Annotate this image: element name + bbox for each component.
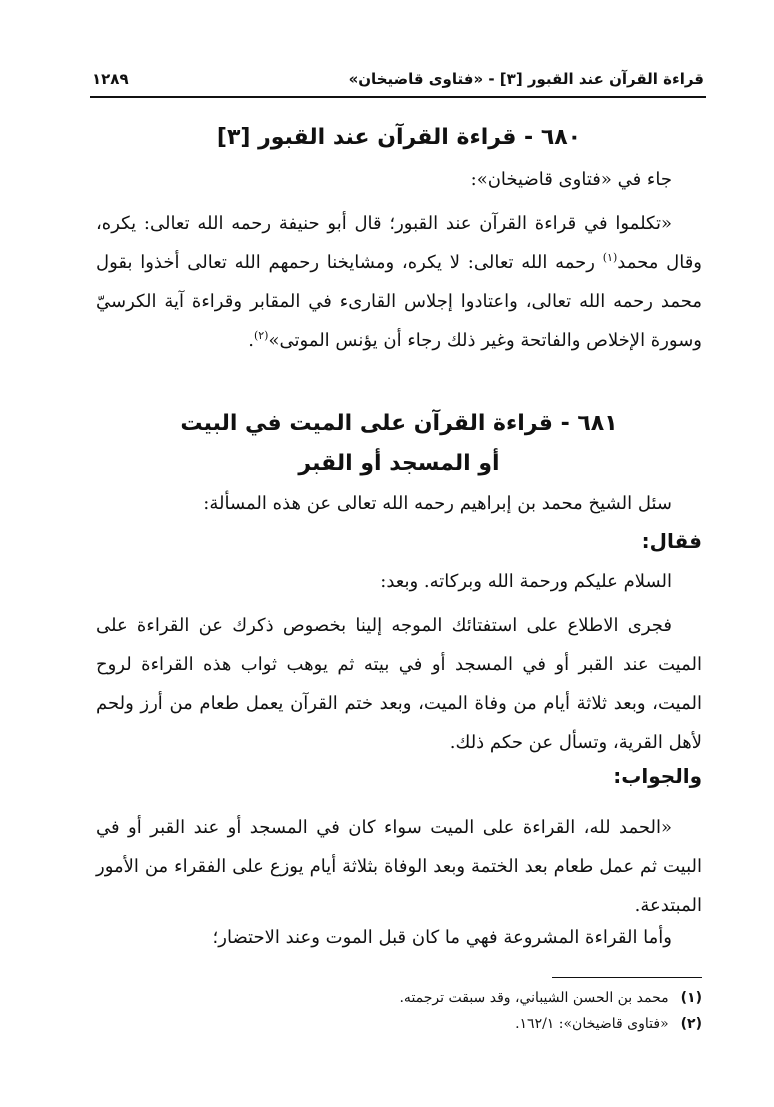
answer-paragraph: «الحمد لله، القراءة على الميت سواء كان في المسجد أو عند القبر أو في البيت ثم عمل طعام بعد الختمة وبعد الوفاة بثلاثة أيام يوزع على الفقراء من الأمور المبتدعة.	[96, 817, 702, 916]
section-680	[96, 118, 702, 158]
greeting-block	[96, 562, 702, 601]
quote-text-continued: رحمه الله تعالى: لا يكره، ومشايخنا رحمهم الله تعالى أخذوا بقول محمد رحمه الله تعالى، واعتادوا إجلاس القارىء في المقابر وقراءة آية الكرسيّ وسورة الإخلاص والفاتحة وغير ذلك رجاء أن يؤنس الموتى»	[96, 252, 702, 351]
quote-end: .	[248, 330, 254, 351]
section-heading: ٦٨٠ - قراءة القرآن عند القبور [٣]	[216, 125, 582, 150]
footnote-rule	[552, 977, 702, 978]
answer-label-block	[96, 758, 702, 794]
section-681	[96, 404, 702, 484]
section-681-intro-block	[96, 484, 702, 559]
answer-block	[96, 808, 702, 925]
continuation-paragraph: وأما القراءة المشروعة فهي ما كان قبل الموت وعند الاحتضار؛	[212, 927, 672, 948]
question-paragraph: فجرى الاطلاع على استفتائك الموجه إلينا بخصوص ذكرك عن القراءة على الميت عند القبر أو في المسجد أو في بيته ثم يوهب ثواب هذه القراءة لروح الميت، وبعد ثلاثة أيام من وفاة الميت، وبعد ختم القرآن يعمل طعام من أرز ولحم لأهل القرية، وتسأل عن حكم ذلك.	[96, 615, 702, 753]
footnote-number: (١)	[680, 990, 702, 1006]
footnote-marker[interactable]: (١)	[602, 251, 618, 264]
footnote-text: «فتاوى قاضيخان»: ١٦٢/١.	[515, 1016, 669, 1032]
header-rule	[90, 96, 706, 98]
section-heading-line1: ٦٨١ - قراءة القرآن على الميت في البيت	[180, 411, 618, 436]
quote-text-start: «تكلموا في قراءة القرآن عند القبور؛ قال أبو حنيفة رحمه الله تعالى: يكره، وقال محمد	[96, 213, 702, 273]
greeting: السلام عليكم ورحمة الله وبركاته. وبعد:	[380, 571, 672, 592]
section-680-intro-block	[96, 160, 702, 199]
question-block	[96, 606, 702, 762]
section-heading-line2: أو المسجد أو القبر	[298, 451, 500, 476]
footnote-number: (٢)	[680, 1016, 702, 1032]
running-header	[92, 58, 704, 88]
faqal-label: فقال:	[641, 529, 702, 553]
footnotes	[96, 985, 702, 1037]
footnote-2	[96, 1011, 702, 1037]
footnote-marker[interactable]: (٢)	[253, 329, 269, 342]
continuation-block	[96, 918, 702, 957]
footnote-1	[96, 985, 702, 1011]
quote-paragraph	[96, 204, 702, 360]
answer-label: والجواب:	[613, 764, 702, 788]
footnote-text: محمد بن الحسن الشيباني، وقد سبقت ترجمته.	[399, 990, 669, 1006]
running-title: قراءة القرآن عند القبور [٣] - «فتاوى قاضيخان»	[348, 70, 704, 88]
section-intro: جاء في «فتاوى قاضيخان»:	[470, 169, 672, 190]
page-number: ١٢٨٩	[92, 70, 129, 88]
section-intro: سئل الشيخ محمد بن إبراهيم رحمه الله تعالى عن هذه المسألة:	[203, 493, 672, 514]
section-680-quote-block	[96, 204, 702, 360]
